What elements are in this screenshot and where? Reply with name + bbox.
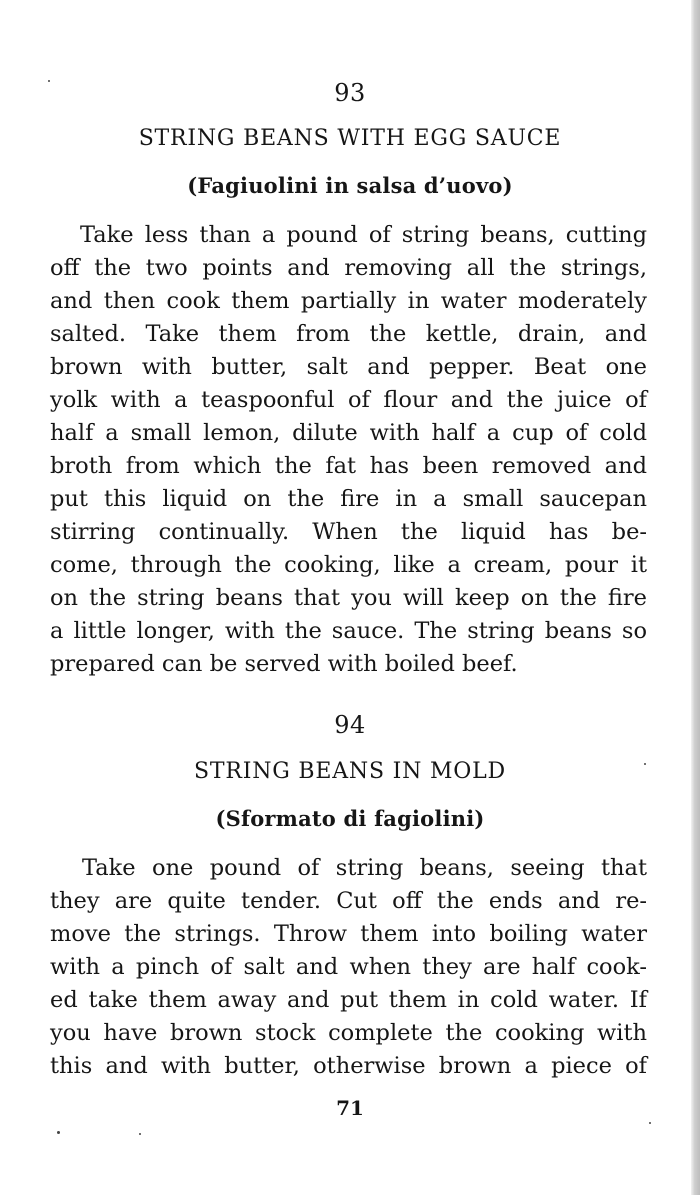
scan-speck [644, 763, 646, 765]
recipe-title: STRING BEANS WITH EGG SAUCE [138, 126, 562, 151]
scan-speck [139, 1133, 141, 1135]
body-line: Take less than a pound of string beans, cutting [80, 222, 647, 248]
scan-speck [649, 1122, 651, 1124]
body-line: off the two points and removing all the strings, [50, 255, 647, 281]
body-line: move the strings. Throw them into boiling water [50, 921, 647, 947]
body-line: and then cook them partially in water moderately [50, 288, 647, 314]
body-line: a little longer, with the sauce. The string beans so [50, 618, 647, 644]
body-line: they are quite tender. Cut off the ends and re- [50, 888, 647, 914]
body-line: brown with butter, salt and pepper. Beat one [50, 354, 647, 380]
page-number: 71 [336, 1096, 364, 1120]
scan-speck [48, 80, 50, 82]
body-line: come, through the cooking, like a cream, pour it [50, 552, 647, 578]
body-line: ed take them away and put them in cold water. If [50, 987, 647, 1013]
body-line: with a pinch of salt and when they are half cook- [50, 954, 647, 980]
body-line: this and with butter, otherwise brown a piece of [50, 1053, 647, 1079]
recipe-subtitle: (Fagiuolini in salsa d’uovo) [187, 173, 513, 198]
body-line: salted. Take them from the kettle, drain, and [50, 321, 647, 347]
scan-speck [57, 1131, 60, 1134]
body-line: put this liquid on the fire in a small saucepan [50, 486, 647, 512]
recipe-subtitle: (Sformato di fagiolini) [215, 806, 485, 831]
recipe-title: STRING BEANS IN MOLD [194, 759, 506, 784]
body-line: yolk with a teaspoonful of flour and the juice of [50, 387, 647, 413]
body-line: stirring continually. When the liquid has be- [50, 519, 647, 545]
body-line: prepared can be served with boiled beef. [50, 651, 518, 677]
recipe-number: 93 [334, 79, 366, 107]
body-line: broth from which the fat has been removed and [50, 453, 647, 479]
recipe-number: 94 [334, 711, 366, 739]
body-line: half a small lemon, dilute with half a cup of cold [50, 420, 647, 446]
page-edge-shadow [691, 0, 700, 1195]
body-line: on the string beans that you will keep on the fire [50, 585, 647, 611]
body-line: Take one pound of string beans, seeing that [82, 855, 647, 881]
body-line: you have brown stock complete the cooking with [50, 1020, 647, 1046]
